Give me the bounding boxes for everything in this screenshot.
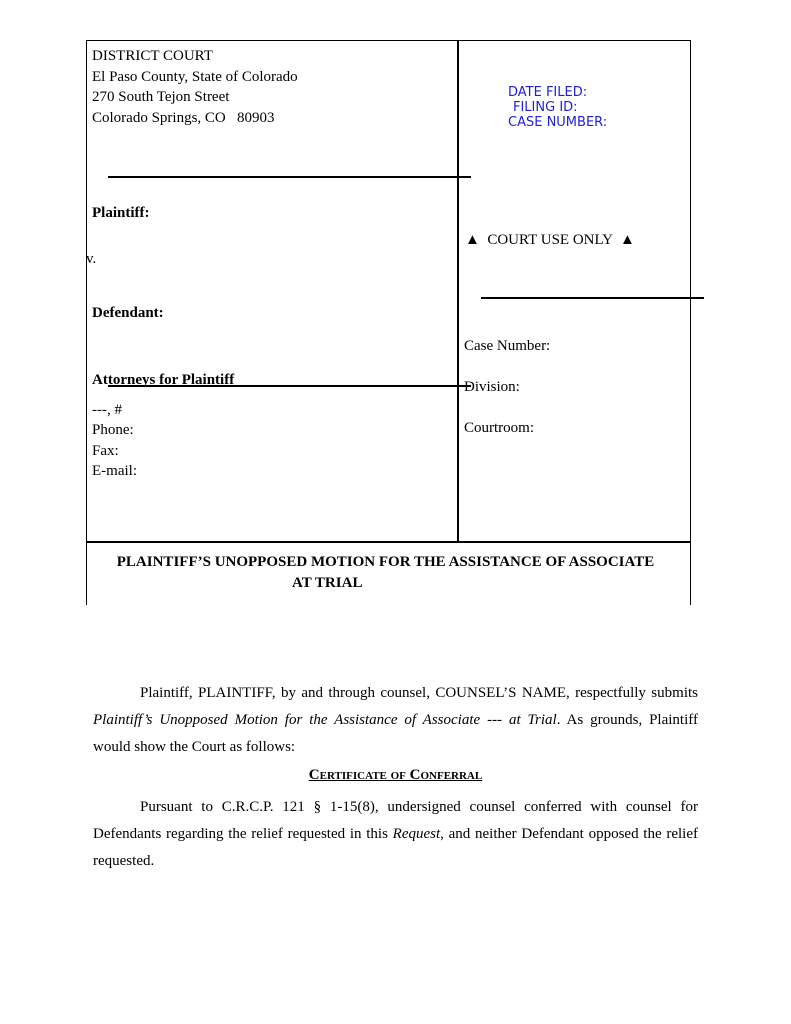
attorneys-label: Attorneys for Plaintiff [92, 372, 235, 388]
attorney-fax: Fax: [92, 443, 119, 459]
caption-right-border [690, 40, 691, 605]
plaintiff-label: Plaintiff: [92, 205, 150, 221]
attorney-email: E-mail: [92, 463, 137, 479]
intro-text-a: Plaintiff, PLAINTIFF, by and through counsel, COUNSEL’S NAME, respectfully submits [140, 685, 698, 701]
document-title-line1: PLAINTIFF’S UNOPPOSED MOTION FOR THE ASSISTANCE OF ASSOCIATE [116, 554, 655, 570]
case-number-label: Case Number: [464, 338, 551, 354]
conferral-text-a: Pursuant to C.R.C.P. 121 § 1-15(8), undersigned counsel conferred with counsel for Defendants regarding the relief requested in this [93, 799, 698, 842]
court-name: DISTRICT COURT [92, 48, 213, 64]
caption-center-divider [457, 40, 459, 542]
conferral-text-b: , and neither Defendant opposed the relief requested. [93, 826, 698, 869]
document-title-line2: AT TRIAL [292, 575, 363, 591]
intro-motion-title: Plaintiff’s Unopposed Motion for the Assistance of Associate --- at Trial [93, 712, 557, 728]
caption-top-border [86, 40, 691, 41]
stamp-date-filed: DATE FILED: [508, 85, 588, 100]
stamp-filing-id: FILING ID: [513, 100, 578, 115]
defendant-label: Defendant: [92, 305, 164, 321]
conferral-heading: Certificate of Conferral [308, 767, 483, 783]
intro-paragraph [93, 680, 698, 761]
court-street: 270 South Tejon Street [92, 89, 230, 105]
court-city: Colorado Springs, CO 80903 [92, 110, 275, 126]
court-block-rule [108, 176, 471, 178]
attorney-name-line: ---, # [92, 402, 122, 418]
court-county: El Paso County, State of Colorado [92, 69, 298, 85]
division-label: Division: [464, 379, 520, 395]
conferral-paragraph [93, 794, 698, 875]
versus-label: v. [86, 251, 97, 267]
conferral-request: Request [392, 826, 441, 842]
courtroom-label: Courtroom: [464, 420, 534, 436]
court-use-rule [481, 297, 704, 299]
intro-text-b: . As grounds, Plaintiff would show the Court as follows: [93, 712, 698, 755]
caption-bottom-rule [86, 541, 691, 543]
attorney-phone: Phone: [92, 422, 134, 438]
stamp-case-number: CASE NUMBER: [508, 115, 608, 130]
caption-left-border [86, 40, 87, 605]
court-use-only-label: ▲ COURT USE ONLY ▲ [465, 232, 635, 248]
